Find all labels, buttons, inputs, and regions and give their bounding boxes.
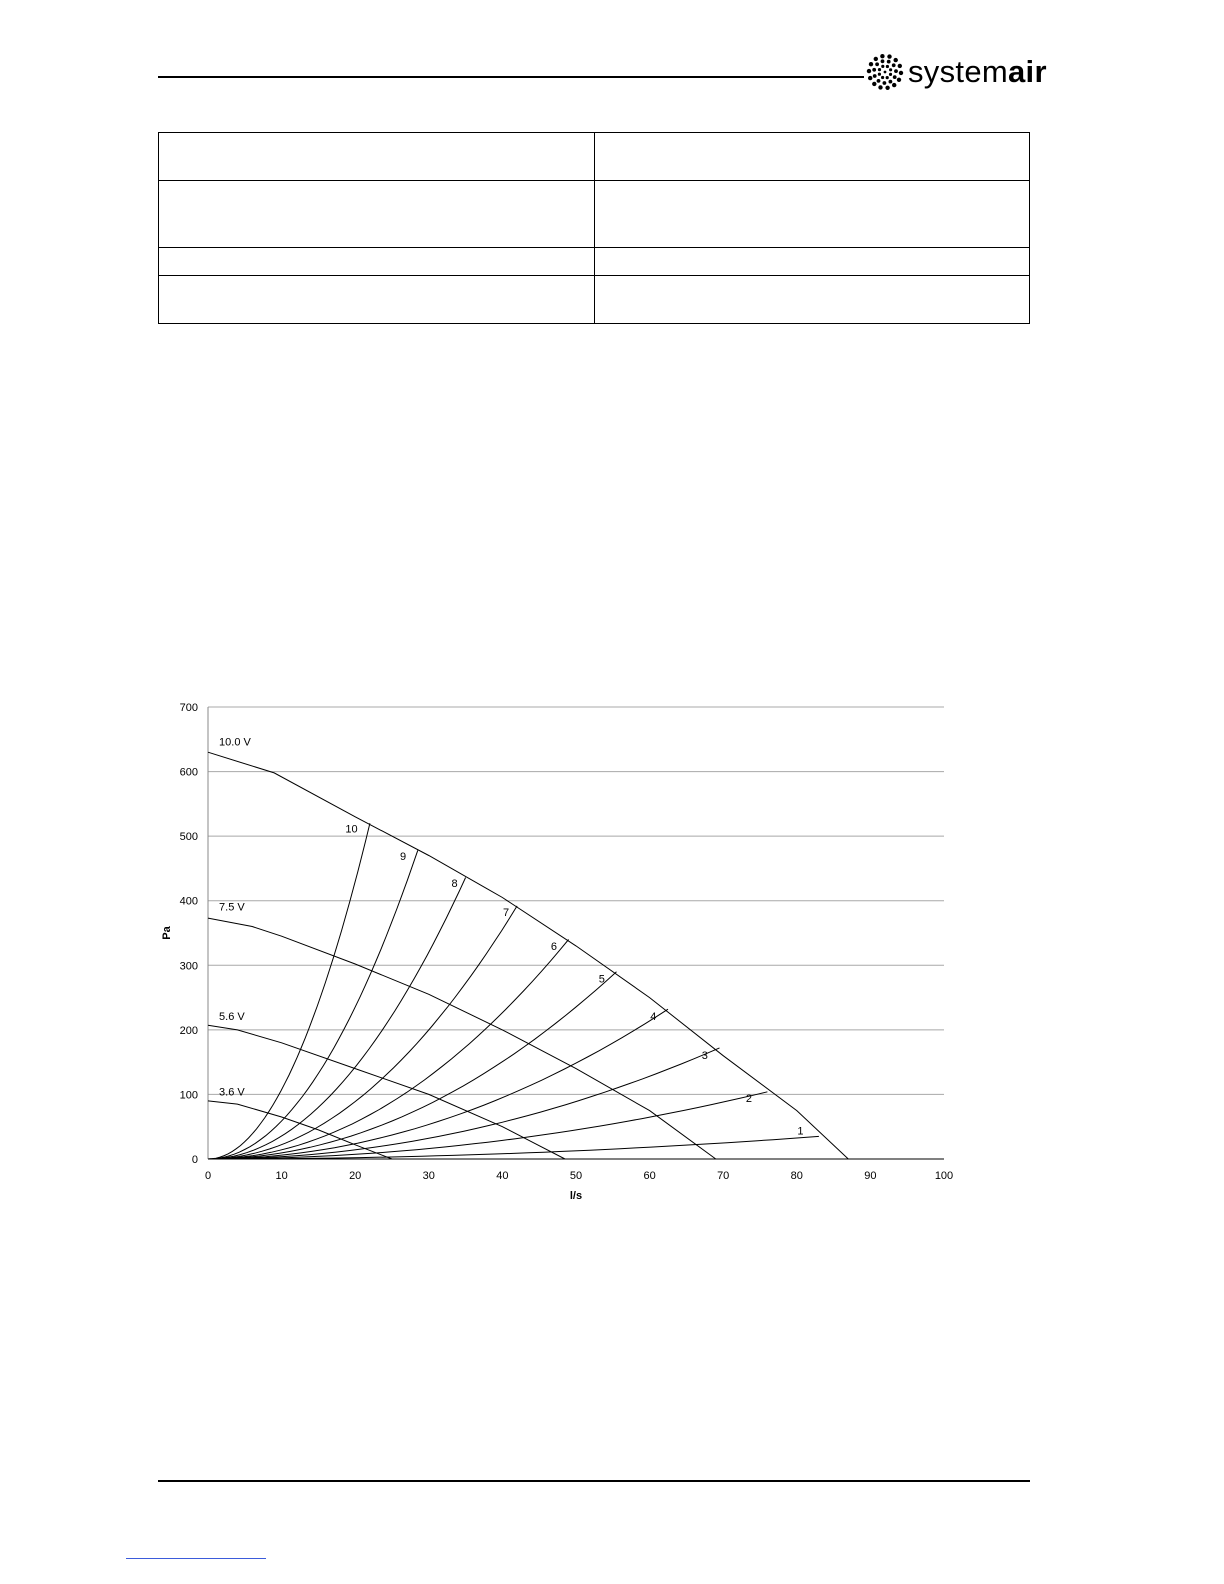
x-tick-label: 30	[422, 1170, 435, 1182]
logo-wordmark-regular: system	[908, 54, 1008, 89]
system-curve-label: 10	[345, 823, 358, 836]
spec-cell	[594, 276, 1030, 324]
logo-dot	[881, 76, 884, 79]
system-curve	[208, 878, 466, 1160]
spec-table-row	[159, 276, 1030, 324]
logo-dot	[886, 76, 889, 79]
chart-grid	[208, 707, 944, 1159]
logo-dot	[898, 64, 902, 68]
x-tick-label: 0	[204, 1170, 212, 1182]
logo-dot	[875, 62, 879, 66]
chart-curves	[208, 752, 848, 1159]
system-curve-label: 9	[399, 851, 407, 864]
y-tick-label: 100	[179, 1089, 198, 1102]
system-curve-label: 5	[598, 973, 605, 986]
spec-table-row	[159, 248, 1030, 276]
footer-rule	[158, 1480, 1030, 1482]
spec-cell	[159, 276, 595, 324]
fan-curve	[208, 752, 848, 1159]
y-tick-label: 700	[179, 702, 198, 714]
x-tick-label: 10	[275, 1170, 288, 1182]
fan-curve-label: 10.0 V	[219, 736, 251, 749]
x-tick-label: 20	[349, 1170, 362, 1182]
fan-curve	[208, 1101, 392, 1159]
x-tick-label: 70	[717, 1170, 730, 1182]
logo-dot	[880, 54, 884, 58]
fan-curve	[208, 918, 716, 1159]
logo-dot	[877, 79, 881, 83]
spec-table	[158, 132, 1030, 324]
x-tick-label: 90	[864, 1170, 877, 1182]
system-curve	[208, 940, 569, 1160]
logo-dot	[892, 63, 896, 67]
logo-dot	[899, 71, 903, 75]
logo-wordmark	[908, 54, 1047, 90]
logo-dot	[894, 69, 898, 73]
logo-dot	[878, 68, 881, 71]
logo-dot	[881, 65, 884, 68]
y-tick-label: 300	[179, 960, 198, 973]
logo-dot	[873, 74, 877, 78]
x-tick-label: 80	[790, 1170, 803, 1182]
x-tick-label: 100	[934, 1170, 954, 1182]
system-curve	[208, 1048, 720, 1159]
spec-table-row	[159, 181, 1030, 248]
y-tick-label: 400	[179, 895, 198, 908]
system-curve-label: 8	[451, 878, 458, 891]
systemair-logo	[866, 52, 1056, 92]
logo-dot	[886, 65, 889, 68]
logo-dot	[867, 69, 871, 73]
spec-cell	[594, 133, 1030, 181]
logo-dot	[897, 78, 901, 82]
x-tick-label: 50	[569, 1170, 583, 1182]
logo-dot	[889, 80, 893, 84]
logo-wordmark-bold: air	[1007, 54, 1047, 89]
logo-dot	[894, 58, 898, 62]
logo-dot	[881, 59, 885, 63]
y-tick-label: 200	[179, 1024, 198, 1037]
y-tick-label: 0	[191, 1154, 198, 1166]
systemair-logo-mark	[866, 52, 904, 92]
footer-link-underline	[126, 1558, 266, 1559]
fan-curve-label: 7.5 V	[219, 901, 245, 914]
spec-cell	[594, 248, 1030, 276]
spec-cell	[159, 133, 595, 181]
y-tick-label: 500	[179, 831, 198, 844]
logo-dot	[885, 86, 889, 90]
fan-curve-label: 5.6 V	[219, 1011, 245, 1024]
logo-dot	[893, 75, 897, 79]
system-curve-label: 4	[650, 1011, 657, 1024]
fan-performance-chart	[150, 690, 970, 1220]
system-curve-label: 1	[797, 1125, 804, 1138]
logo-dot	[892, 83, 896, 87]
y-axis-label: Pa	[161, 926, 173, 940]
spec-cell	[159, 248, 595, 276]
logo-dot	[872, 68, 876, 72]
x-tick-label: 60	[643, 1170, 656, 1182]
x-axis-label: l/s	[569, 1190, 583, 1202]
fan-curve-label: 3.6 V	[219, 1086, 245, 1099]
system-curve-label: 2	[745, 1093, 753, 1106]
spec-cell	[159, 181, 595, 248]
spec-cell	[594, 181, 1030, 248]
logo-dot	[884, 71, 887, 74]
logo-dot	[887, 54, 891, 58]
logo-dot	[889, 73, 892, 76]
logo-dot	[889, 68, 892, 71]
system-curve-label: 7	[503, 907, 510, 920]
logo-dot	[878, 73, 881, 76]
logo-dot	[868, 76, 872, 80]
chart-curve-labels	[219, 737, 804, 1138]
logo-dot	[887, 60, 891, 64]
system-curve-label: 6	[550, 940, 557, 953]
logo-dot	[883, 81, 887, 85]
logo-dot	[878, 85, 882, 89]
system-curve-label: 3	[701, 1049, 708, 1062]
system-curve	[208, 972, 617, 1159]
x-tick-label: 40	[496, 1170, 509, 1182]
logo-dot	[874, 57, 878, 61]
logo-dot	[872, 82, 876, 86]
logo-dot	[869, 62, 873, 66]
y-tick-label: 600	[179, 766, 198, 779]
system-curve	[208, 906, 517, 1159]
spec-table-row	[159, 133, 1030, 181]
header-rule	[158, 76, 864, 78]
